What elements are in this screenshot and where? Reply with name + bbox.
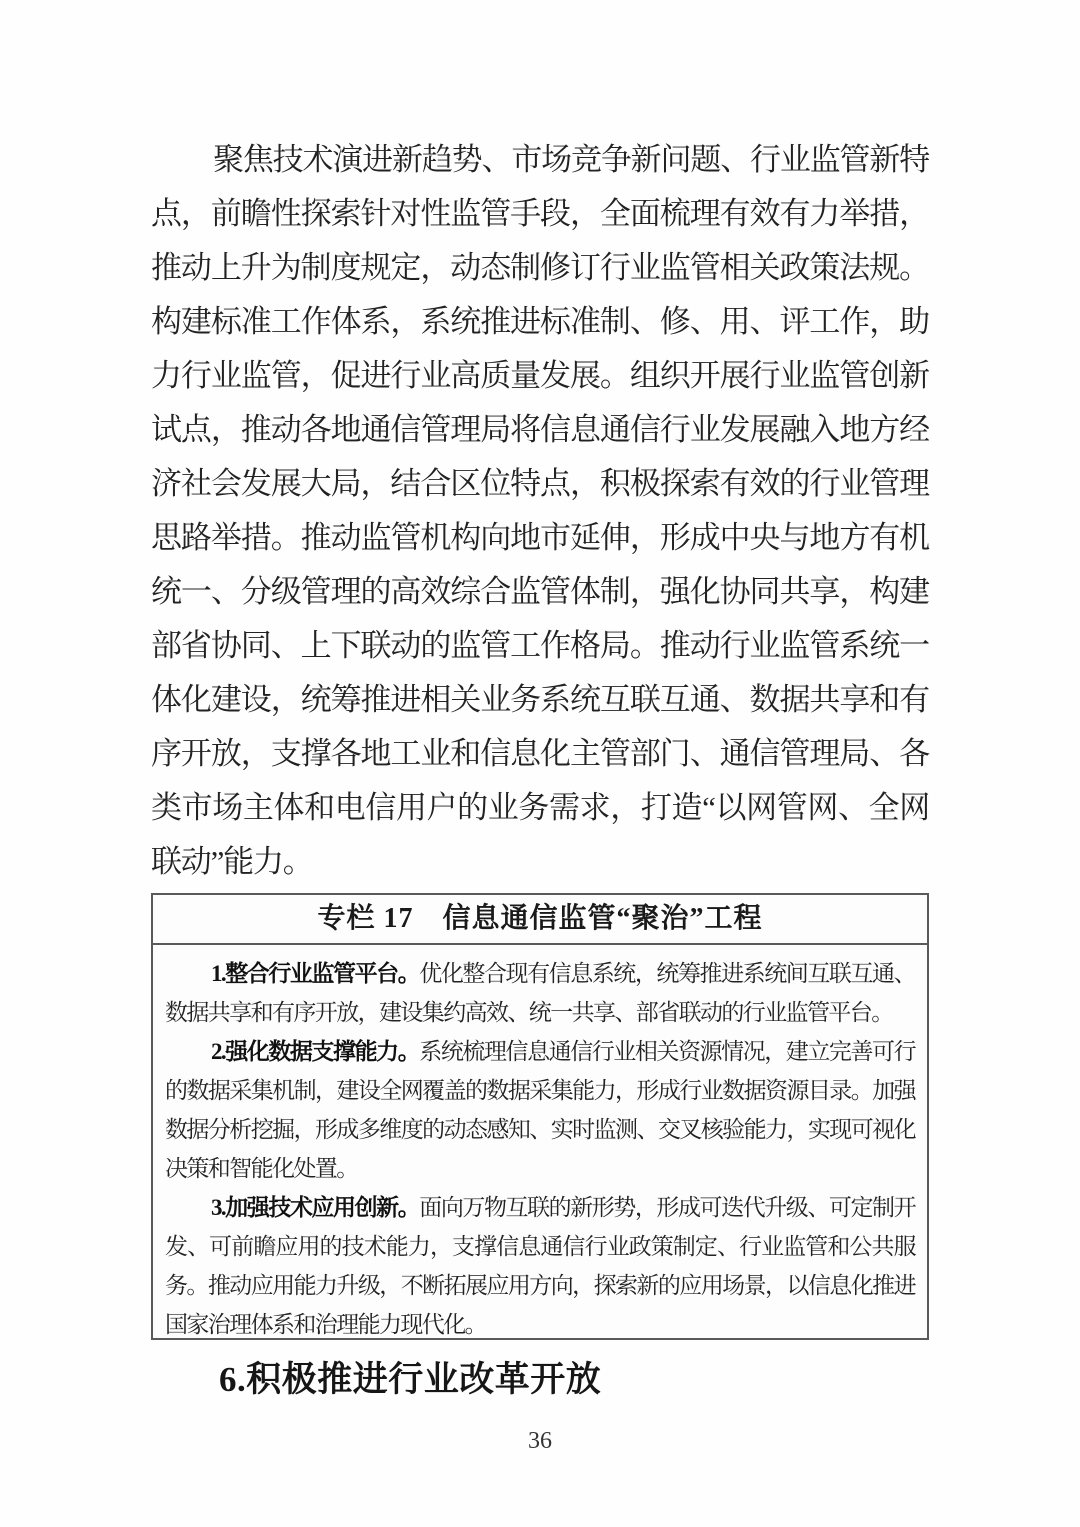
box-item-1-lead: 1.整合行业监管平台。 xyxy=(211,961,420,986)
callout-box xyxy=(151,893,929,1340)
box-item-1 xyxy=(165,954,915,1032)
page-number: 36 xyxy=(528,1428,552,1454)
box-item-2-text: 系统梳理信息通信行业相关资源情况，建立完善可行的数据采集机制，建设全网覆盖的数据采集能力，形成行业数据资源目录。加强数据分析挖掘，形成多维度的动态感知、实时监测、交叉核验能力，实现可视化决策和智能化处置。 xyxy=(165,1039,915,1181)
callout-box-body xyxy=(153,945,927,1344)
body-paragraph: 聚焦技术演进新趋势、市场竞争新问题、行业监管新特点，前瞻性探索针对性监管手段，全面梳理有效有力举措，推动上升为制度规定，动态制修订行业监管相关政策法规。构建标准工作体系，系统推进标准制、修、用、评工作，助力行业监管，促进行业高质量发展。组织开展行业监管创新试点，推动各地通信管理局将信息通信行业发展融入地方经济社会发展大局，结合区位特点，积极探索有效的行业管理思路举措。推动监管机构向地市延伸，形成中央与地方有机统一、分级管理的高效综合监管体制，强化协同共享，构建部省协同、上下联动的监管工作格局。推动行业监管系统一体化建设，统筹推进相关业务系统互联互通、数据共享和有序开放，支撑各地工业和信息化主管部门、通信管理局、各类市场主体和电信用户的业务需求，打造“以网管网、全网联动”能力。 xyxy=(151,142,929,879)
box-item-2 xyxy=(165,1032,915,1188)
box-item-3-text: 面向万物互联的新形势，形成可迭代升级、可定制开发、可前瞻应用的技术能力，支撑信息通信行业政策制定、行业监管和公共服务。推动应用能力升级，不断拓展应用方向，探索新的应用场景，以信息化推进国家治理体系和治理能力现代化。 xyxy=(165,1195,915,1337)
box-item-3 xyxy=(165,1188,915,1344)
callout-box-title: 专栏 17 信息通信监管“聚治”工程 xyxy=(153,895,927,945)
box-item-3-lead: 3.加强技术应用创新。 xyxy=(211,1195,420,1220)
box-item-2-lead: 2.强化数据支撑能力。 xyxy=(211,1039,420,1064)
box-item-1-text: 优化整合现有信息系统，统筹推进系统间互联互通、数据共享和有序开放，建设集约高效、统一共享、部省联动的行业监管平台。 xyxy=(165,961,915,1025)
section-heading: 6.积极推进行业改革开放 xyxy=(219,1360,602,1399)
